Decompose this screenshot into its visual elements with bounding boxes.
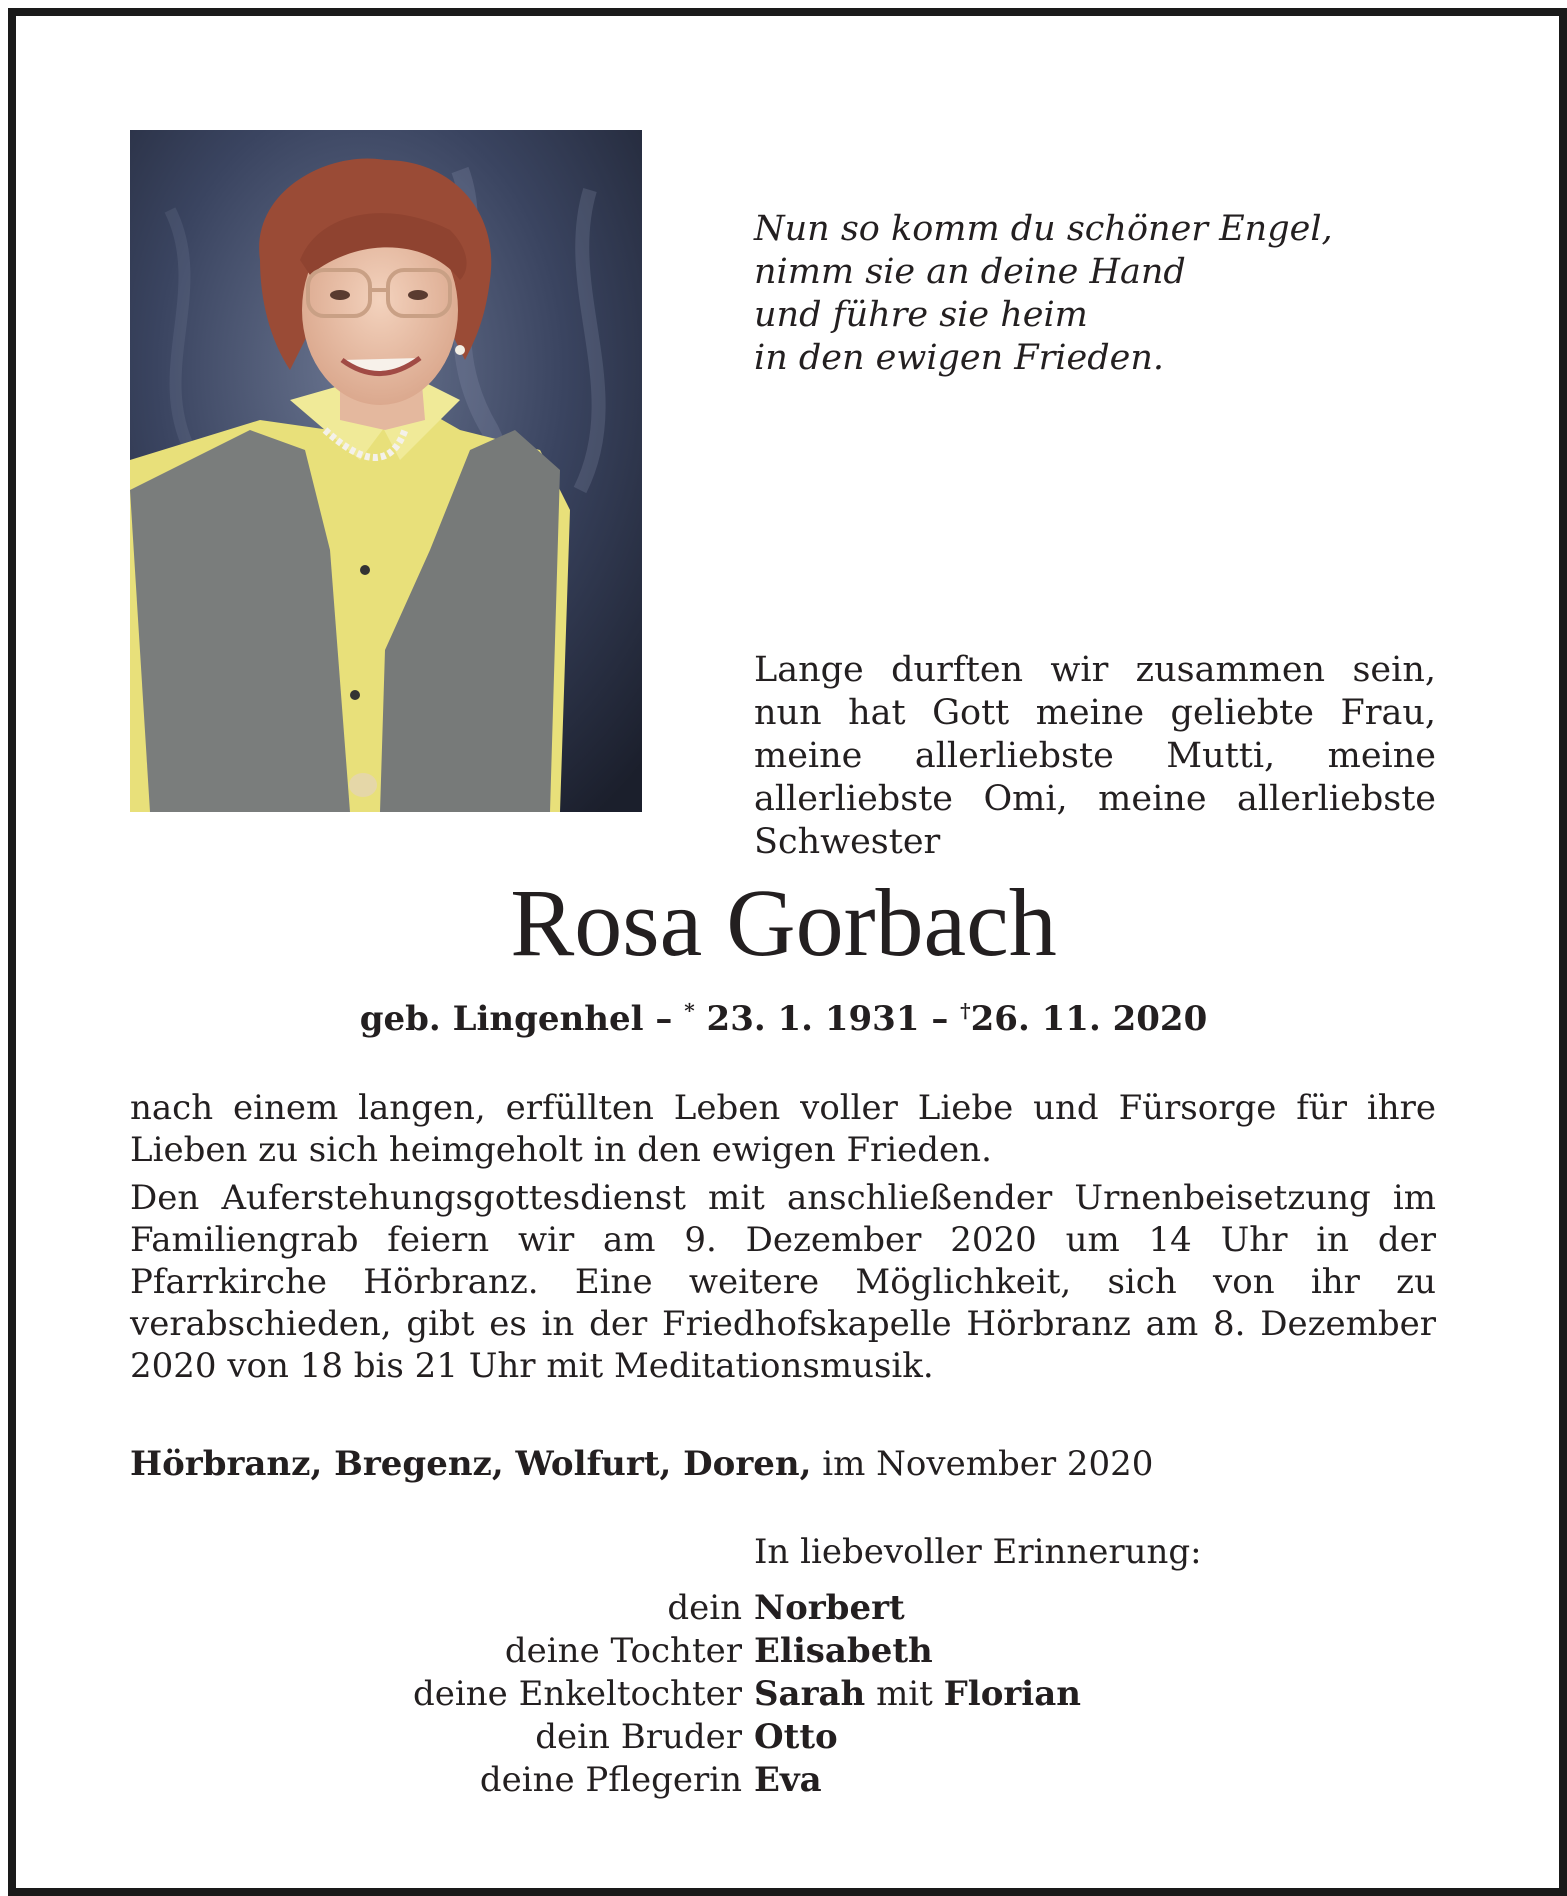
deceased-name: Rosa Gorbach — [510, 869, 1057, 976]
signer-relation: dein — [667, 1588, 742, 1628]
signer-row — [130, 1716, 1436, 1759]
signer-row — [130, 1587, 1436, 1630]
poem-line: Nun so komm du schöner Engel, — [754, 209, 1333, 249]
signer-name: Otto — [754, 1717, 838, 1757]
signer-name: Sarah — [754, 1674, 866, 1714]
signer-relation: dein Bruder — [535, 1717, 742, 1757]
poem-line: in den ewigen Frieden. — [754, 338, 1165, 378]
signer-name: Elisabeth — [754, 1631, 933, 1671]
separator: – — [655, 999, 673, 1039]
signer-relation: deine Pflegerin — [479, 1760, 742, 1800]
memory-title: In liebevoller Erinnerung: — [754, 1532, 1202, 1572]
intro-text: Lange durften wir zusammen sein, nun hat Gott meine geliebte Frau, meine allerliebste Mutti, meine allerliebste Omi, meine allerliebste Schwester — [754, 650, 1436, 862]
birth-name: geb. Lingenhel — [359, 999, 644, 1039]
paragraph-farewell: nach einem langen, erfüllten Leben voller Liebe und Fürsorge für ihre Lieben zu sich heimgeholt in den ewigen Frieden. — [130, 1088, 1436, 1170]
signer-relation: deine Enkeltochter — [412, 1674, 742, 1714]
signer-with: mit — [876, 1674, 933, 1714]
signers-list — [130, 1587, 1436, 1802]
announcement-body — [130, 1087, 1436, 1393]
signer-name: Eva — [754, 1760, 822, 1800]
death-date: 26. 11. 2020 — [970, 999, 1208, 1039]
birth-symbol: * — [684, 998, 695, 1023]
death-symbol: † — [960, 998, 971, 1023]
signer-row — [130, 1630, 1436, 1673]
signer-row — [130, 1759, 1436, 1802]
life-dates — [0, 997, 1567, 1041]
poem — [754, 208, 1494, 380]
signer-name: Norbert — [754, 1588, 905, 1628]
signer-row — [130, 1673, 1436, 1716]
birth-date: 23. 1. 1931 — [706, 999, 920, 1039]
separator: – — [931, 999, 949, 1039]
signer-partner-name: Florian — [943, 1674, 1081, 1714]
portrait-photo — [130, 130, 642, 812]
signer-relation: deine Tochter — [504, 1631, 742, 1671]
poem-line: und führe sie heim — [754, 295, 1088, 335]
paragraph-service: Den Auferstehungsgottesdienst mit anschließender Urnenbeisetzung im Familiengrab feiern wir am 9. Dezember 2020 um 14 Uhr in der Pfarrkirche Hörbranz. Eine weitere Möglichkeit, sich von ihr zu verabschieden, gibt es in der Friedhofskapelle Hörbranz am 8. Dezember 2020 von 18 bis 21 Uhr mit Meditationsmusik. — [130, 1178, 1436, 1386]
places-date: im November 2020 — [822, 1444, 1154, 1484]
poem-line: nimm sie an deine Hand — [754, 252, 1186, 292]
places-names: Hörbranz, Bregenz, Wolfurt, Doren, — [130, 1444, 812, 1484]
places-line — [130, 1442, 1436, 1486]
